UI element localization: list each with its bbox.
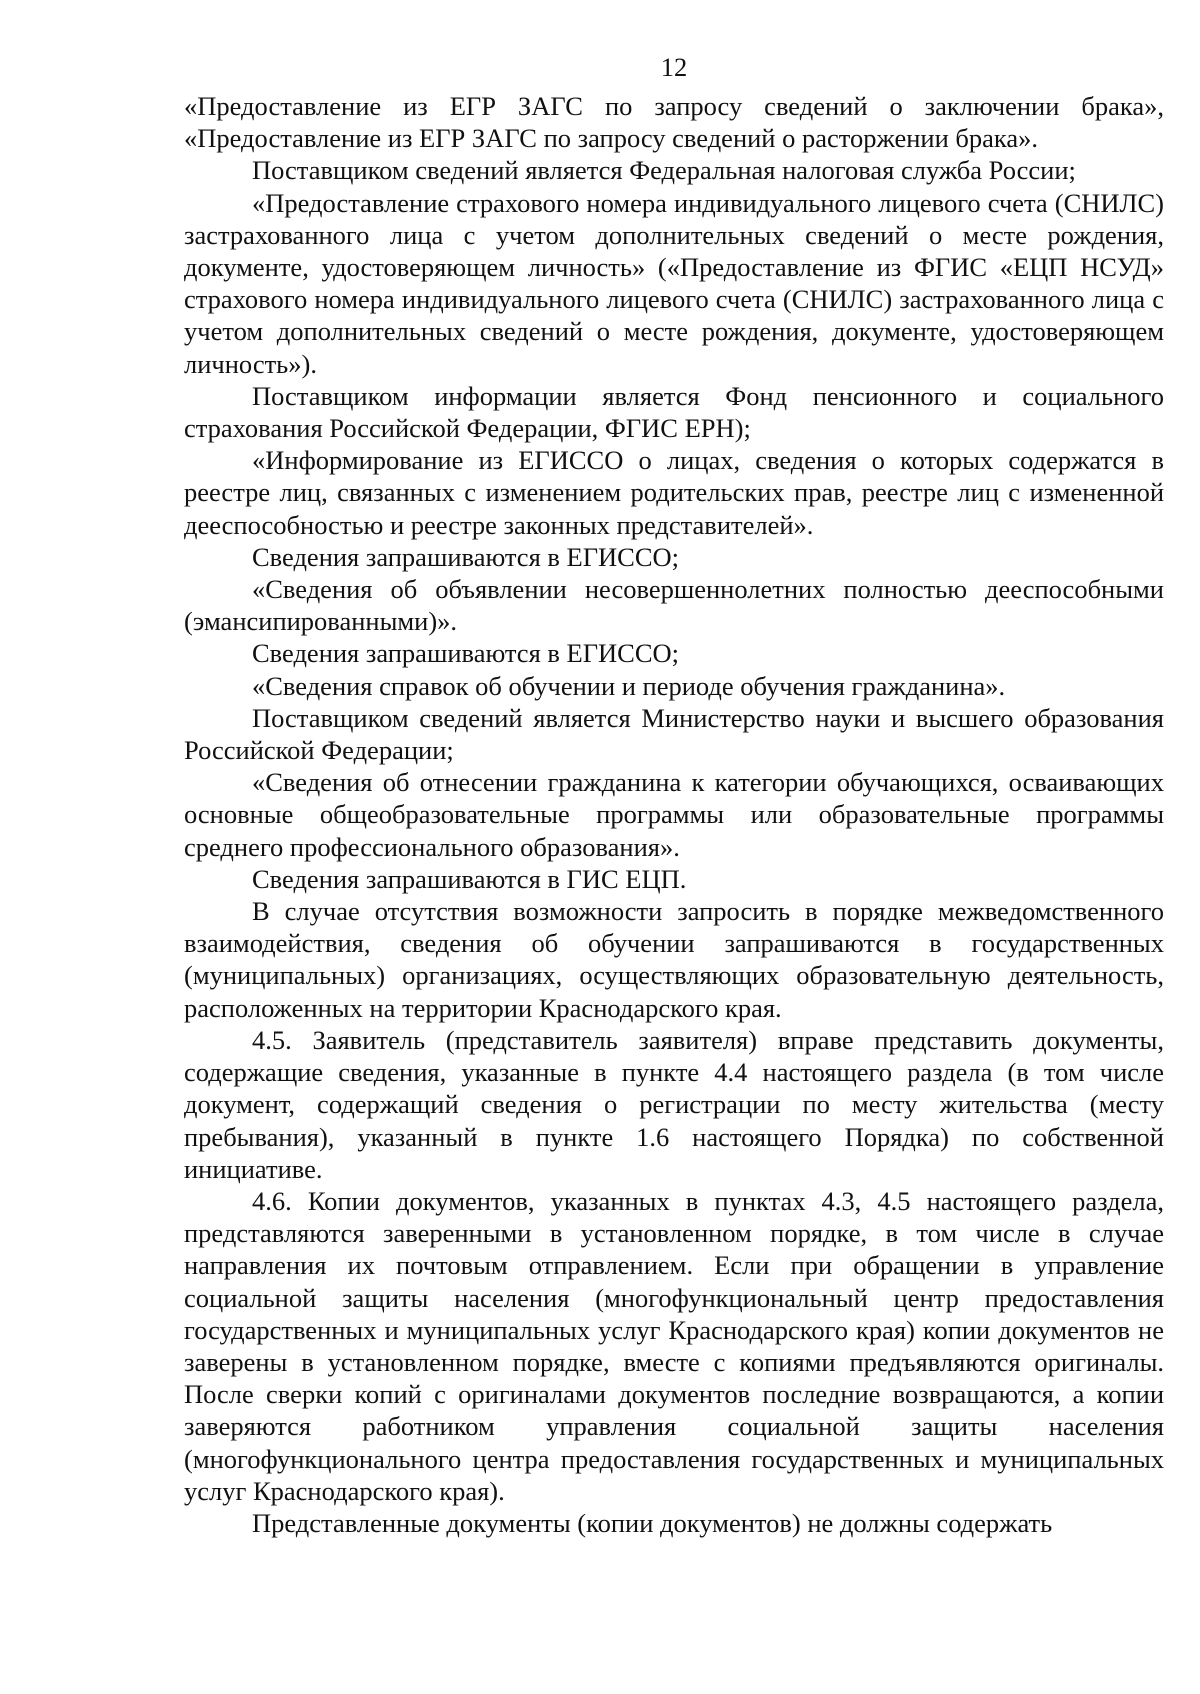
paragraph: «Сведения справок об обучении и периоде обучения гражданина». [252,670,1006,701]
paragraph: 4.6. Копии документов, указанных в пунктах 4.3, 4.5 настоящего раздела, представляются заверенными в установленном порядке, в том числе в случае направления их почтовым отправлением. Если при обращении в управление социальной защиты населения (многофункциональный центр предоставления государственных и муниципальных услуг Краснодарского края) копии документов не заверены в установленном порядке, вместе с копиями предъявляются оригиналы. После сверки копий с оригиналами документов последние возвращаются, а копии заверяются работником управления социальной защиты населения (многофункционального центра предоставления государственных и муниципальных услуг Краснодарского края). [184,1185,1164,1506]
document-page [184,52,1164,1539]
paragraph: «Сведения об отнесении гражданина к категории обучающихся, осваивающих основные общеобразовательные программы или образовательные программы среднего профессионального образования». [184,767,1164,862]
paragraph: 4.5. Заявитель (представитель заявителя) вправе представить документы, содержащие сведения, указанные в пункте 4.4 настоящего раздела (в том числе документ, содержащий сведения о регистрации по месту жительства (месту пребывания), указанный в пункте 1.6 настоящего Порядка) по собственной инициативе. [184,1024,1164,1184]
paragraph: Сведения запрашиваются в ЕГИССО; [252,541,680,572]
paragraph: Поставщиком информации является Фонд пенсионного и социального страхования Российской Федерации, ФГИС ЕРН); [184,380,1164,444]
paragraph: Поставщиком сведений является Министерство науки и высшего образования Российской Федерации; [184,702,1164,766]
paragraph: Сведения запрашиваются в ГИС ЕЦП. [252,863,687,894]
paragraph: Сведения запрашиваются в ЕГИССО; [252,638,680,669]
paragraph: Поставщиком сведений является Федеральная налоговая служба России; [252,155,1076,186]
paragraph: «Информирование из ЕГИССО о лицах, сведения о которых содержатся в реестре лиц, связанных с изменением родительских прав, реестре лиц с измененной дееспособностью и реестре законных представителей». [184,445,1164,540]
page-number: 12 [660,52,688,82]
paragraph: «Сведения об объявлении несовершеннолетних полностью дееспособными (эмансипированными)». [184,574,1164,637]
document-body [184,90,1164,1539]
paragraph: «Предоставление из ЕГР ЗАГС по запросу сведений о заключении брака», «Предоставление из ЕГР ЗАГС по запросу сведений о расторжении брака». [184,91,1164,154]
paragraph: В случае отсутствия возможности запросить в порядке межведомственного взаимодействия, сведения об обучении запрашиваются в государственных (муниципальных) организациях, осуществляющих образовательную деятельность, расположенных на территории Краснодарского края. [184,896,1164,1023]
paragraph: «Предоставление страхового номера индивидуального лицевого счета (СНИЛС) застрахованного лица с учетом дополнительных сведений о месте рождения, документе, удостоверяющем личность» («Предоставление из ФГИС «ЕЦП НСУД» страхового номера индивидуального лицевого счета (СНИЛС) застрахованного лица с учетом дополнительных сведений о месте рождения, документе, удостоверяющем личность»). [184,187,1164,379]
paragraph: Представленные документы (копии документов) не должны содержать [252,1507,1053,1538]
